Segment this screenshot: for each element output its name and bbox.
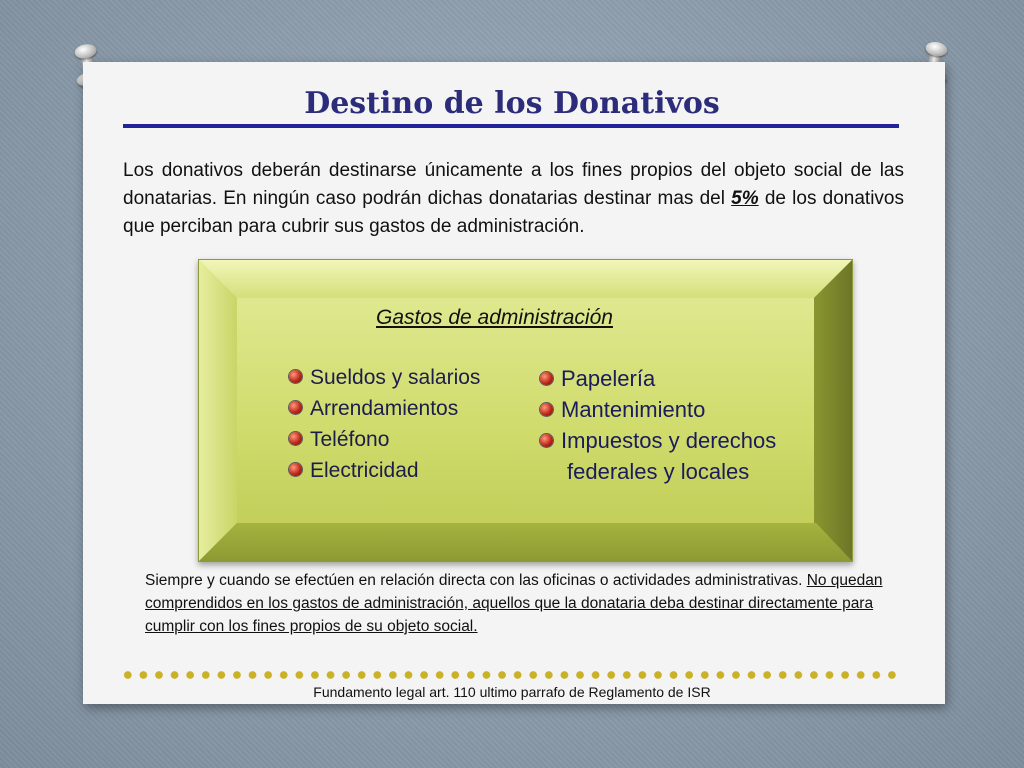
intro-paragraph [123, 157, 904, 241]
title-underline [123, 124, 899, 128]
list-item [289, 428, 480, 459]
list-item-label: Sueldos y salarios [310, 366, 481, 389]
list-item-label: Electricidad [310, 459, 419, 482]
intro-percent: 5% [731, 188, 759, 209]
list-item-continuation [540, 459, 776, 490]
intro-text-end: de los donativos que perciban para cubrir sus gastos de administración. [123, 188, 904, 237]
list-item-label: Teléfono [310, 428, 390, 451]
bullet-icon [540, 403, 553, 416]
bullet-icon [289, 370, 302, 383]
list-item [540, 366, 776, 397]
slide-title: Destino de los Donativos [304, 86, 720, 121]
bullet-icon [540, 372, 553, 385]
dotted-divider [120, 669, 900, 681]
list-item [540, 428, 776, 459]
list-item [289, 459, 480, 490]
bullet-icon [289, 432, 302, 445]
intro-text-start: Los donativos deberán destinarse únicamente a los fines propios del objeto social de las donatarias. En ningún caso podrán dichas donatarias destinar mas del [123, 160, 904, 209]
condition-paragraph [145, 569, 890, 638]
condition-text: Siempre y cuando se efectúen en relación directa con las oficinas o actividades administrativas. [145, 572, 807, 589]
admin-expenses-left-list [289, 366, 480, 490]
admin-expenses-title: Gastos de administración [376, 306, 613, 329]
list-item [540, 397, 776, 428]
list-item-label: Arrendamientos [310, 397, 459, 420]
list-item-label: Mantenimiento [561, 397, 706, 422]
bullet-icon [289, 401, 302, 414]
list-item [289, 366, 480, 397]
legal-footnote: Fundamento legal art. 110 ultimo parrafo de Reglamento de ISR [313, 684, 711, 700]
list-item-label: federales y locales [567, 459, 750, 484]
bullet-icon [540, 434, 553, 447]
admin-expenses-right-list [540, 366, 776, 490]
condition-underlined-text: No quedan comprendidos en los gastos de administración, aquellos que la donataria deba destinar directamente para cumplir con los fines propios de su objeto social. [145, 572, 883, 635]
list-item-label: Papelería [561, 366, 656, 391]
list-item [289, 397, 480, 428]
bullet-icon [289, 463, 302, 476]
list-item-label: Impuestos y derechos [561, 428, 777, 453]
